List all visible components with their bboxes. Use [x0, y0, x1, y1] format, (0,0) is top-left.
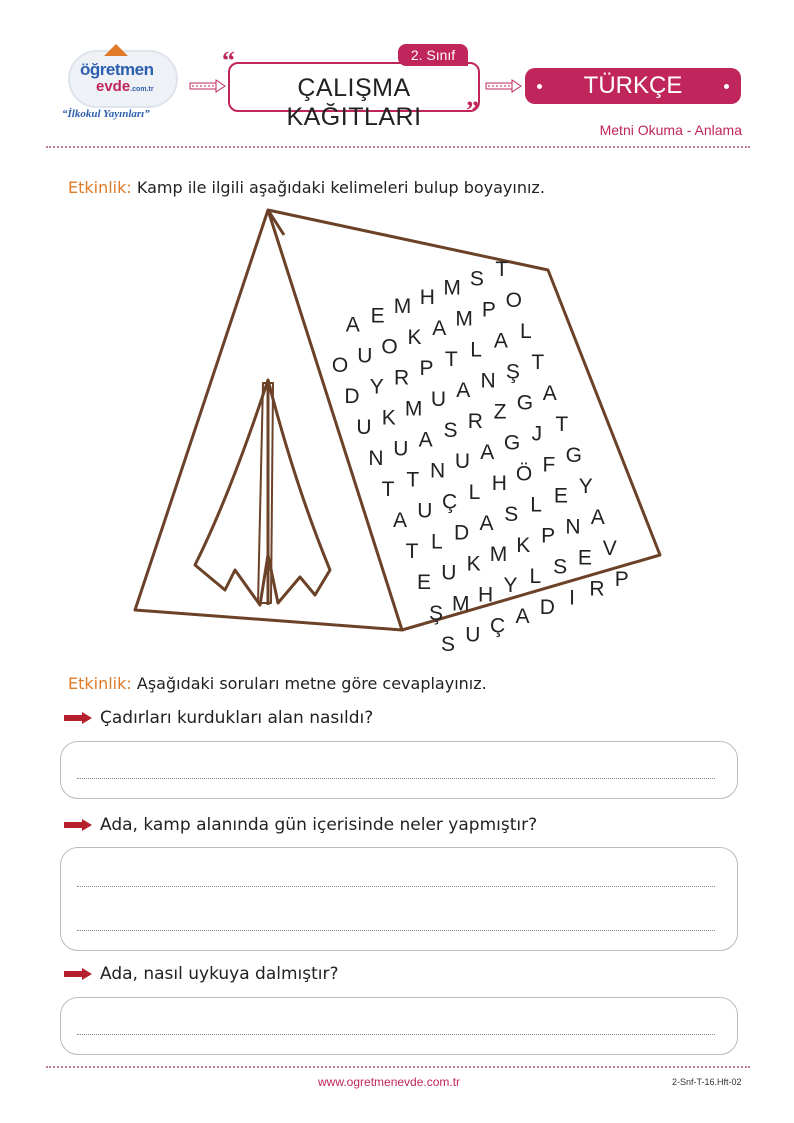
- grid-letter[interactable]: I: [569, 586, 576, 610]
- grid-letter[interactable]: G: [503, 431, 521, 455]
- grid-letter[interactable]: E: [416, 571, 432, 594]
- grid-letter[interactable]: T: [495, 258, 509, 281]
- arrow-right-icon: [190, 80, 226, 92]
- grid-letter[interactable]: U: [356, 416, 372, 439]
- grid-letter[interactable]: P: [541, 524, 556, 548]
- grid-letter[interactable]: H: [478, 583, 494, 607]
- answer-field-1[interactable]: [60, 741, 738, 799]
- unit-title: Metni Okuma - Anlama: [599, 122, 742, 138]
- grid-letter[interactable]: Y: [503, 574, 518, 598]
- question-3: [64, 964, 339, 984]
- answer-line: [77, 1034, 715, 1035]
- close-quote-icon: ”: [466, 96, 479, 125]
- activity-label: Etkinlik:: [68, 178, 132, 197]
- grid-letter[interactable]: Y: [578, 475, 593, 498]
- grid-letter[interactable]: H: [491, 471, 507, 495]
- grid-letter[interactable]: U: [357, 344, 373, 368]
- grid-letter[interactable]: A: [432, 316, 447, 340]
- grid-letter[interactable]: A: [479, 512, 494, 536]
- grid-letter[interactable]: U: [465, 623, 481, 647]
- grid-letter[interactable]: N: [480, 369, 496, 393]
- grid-letter[interactable]: A: [392, 509, 408, 532]
- grade-badge: 2. Sınıf: [398, 44, 468, 66]
- grid-letter[interactable]: D: [344, 385, 360, 408]
- grid-letter[interactable]: M: [452, 592, 470, 616]
- grid-letter[interactable]: L: [468, 481, 481, 505]
- grid-letter[interactable]: E: [370, 304, 385, 328]
- grid-letter[interactable]: G: [516, 391, 534, 415]
- grid-letter[interactable]: U: [441, 561, 457, 585]
- grid-letter[interactable]: U: [393, 437, 409, 461]
- tent-illustration: [130, 205, 670, 656]
- logo-top-text: öğretmen: [80, 60, 154, 79]
- grid-letter[interactable]: T: [406, 468, 420, 492]
- subject-badge: TÜRKÇE: [525, 68, 741, 104]
- grid-letter[interactable]: Ç: [442, 490, 458, 514]
- footer-url[interactable]: www.ogretmenevde.com.tr: [318, 1075, 461, 1089]
- bullet-icon: [537, 84, 542, 89]
- grid-letter[interactable]: L: [529, 564, 542, 588]
- arrow-right-icon: [64, 819, 94, 831]
- answer-field-3[interactable]: [60, 997, 738, 1055]
- grid-letter[interactable]: M: [455, 307, 473, 331]
- grid-letter[interactable]: R: [467, 409, 483, 433]
- grid-letter[interactable]: A: [345, 313, 360, 337]
- grid-letter[interactable]: Ö: [515, 462, 533, 486]
- question-text: Ada, nasıl uykuya dalmıştır?: [100, 964, 339, 984]
- grid-letter[interactable]: A: [456, 378, 471, 402]
- grid-letter[interactable]: R: [589, 577, 605, 601]
- grid-letter[interactable]: M: [443, 276, 461, 300]
- grid-letter[interactable]: J: [531, 422, 543, 446]
- grid-letter[interactable]: R: [394, 366, 410, 390]
- grid-letter[interactable]: G: [565, 444, 582, 467]
- grid-letter[interactable]: S: [443, 419, 458, 443]
- grid-letter[interactable]: E: [577, 546, 592, 570]
- grid-letter[interactable]: M: [489, 543, 508, 567]
- answer-line: [77, 930, 715, 931]
- answer-line: [77, 778, 715, 779]
- answer-field-2[interactable]: [60, 847, 738, 951]
- arrow-right-icon: [64, 968, 94, 980]
- activity-1-instruction: [68, 178, 545, 197]
- grid-letter[interactable]: U: [454, 450, 471, 474]
- grid-letter[interactable]: T: [555, 413, 569, 436]
- bullet-icon: [724, 84, 729, 89]
- grid-letter[interactable]: U: [417, 499, 433, 523]
- page-title: ÇALIŞMA KAĞITLARI: [286, 74, 422, 131]
- grid-letter[interactable]: A: [493, 329, 508, 353]
- grid-letter[interactable]: M: [393, 295, 412, 319]
- question-1: [64, 708, 373, 728]
- grid-letter[interactable]: Ş: [428, 602, 444, 625]
- word-search-grid: [332, 258, 629, 656]
- grid-letter[interactable]: S: [440, 633, 456, 656]
- grid-letter[interactable]: S: [504, 502, 519, 526]
- activity-text: Aşağıdaki soruları metne göre cevaplayınız.: [136, 674, 487, 693]
- grid-letter[interactable]: P: [419, 357, 434, 381]
- logo-bottom-text: evde.com.tr: [96, 78, 154, 95]
- activity-label: Etkinlik:: [68, 674, 132, 693]
- grid-letter[interactable]: N: [430, 459, 446, 483]
- question-text: Çadırları kurdukları alan nasıldı?: [100, 708, 374, 728]
- grid-letter[interactable]: L: [470, 338, 482, 362]
- grid-letter[interactable]: D: [454, 521, 470, 545]
- grid-letter[interactable]: M: [404, 397, 423, 421]
- grid-letter[interactable]: L: [430, 530, 443, 554]
- question-2: [64, 815, 537, 835]
- grid-letter[interactable]: A: [542, 382, 557, 405]
- grid-letter[interactable]: E: [553, 484, 568, 508]
- grid-letter[interactable]: N: [368, 447, 384, 470]
- answer-line: [77, 886, 715, 887]
- activity-text: Kamp ile ilgili aşağıdaki kelimeleri bulup boyayınız.: [136, 178, 545, 197]
- grid-letter[interactable]: K: [381, 406, 396, 430]
- header-divider: [46, 146, 750, 148]
- grid-letter[interactable]: L: [530, 493, 542, 517]
- grid-letter[interactable]: S: [553, 555, 568, 579]
- grid-letter[interactable]: Ç: [490, 614, 506, 638]
- grid-letter[interactable]: O: [381, 335, 398, 359]
- grid-letter[interactable]: D: [539, 595, 555, 619]
- grid-letter[interactable]: Ş: [505, 360, 520, 384]
- grid-letter[interactable]: A: [418, 428, 433, 452]
- grid-letter[interactable]: L: [519, 320, 532, 343]
- grid-letter[interactable]: T: [405, 540, 419, 563]
- activity-2-instruction: [68, 674, 487, 693]
- grid-letter[interactable]: Y: [369, 375, 384, 399]
- grid-letter[interactable]: T: [444, 347, 458, 371]
- publisher-logo: [58, 42, 188, 132]
- house-icon: [104, 44, 128, 56]
- grid-letter[interactable]: N: [565, 515, 581, 539]
- grid-letter[interactable]: P: [614, 568, 629, 591]
- footer-code: 2-Snf-T-16.Hft-02: [672, 1077, 742, 1087]
- question-text: Ada, kamp alanında gün içerisinde neler yapmıştır?: [100, 815, 538, 835]
- logo-tagline: “İlkokul Yayınları”: [62, 108, 150, 120]
- grid-letter[interactable]: K: [466, 552, 481, 576]
- arrow-right-icon: [486, 80, 522, 92]
- grid-letter[interactable]: P: [481, 298, 496, 322]
- grid-letter[interactable]: K: [407, 326, 422, 350]
- footer-divider: [46, 1066, 750, 1068]
- open-quote-icon: “: [222, 46, 235, 75]
- grid-letter[interactable]: A: [590, 506, 605, 529]
- arrow-right-icon: [64, 712, 94, 724]
- grid-letter[interactable]: S: [469, 267, 484, 291]
- grid-letter[interactable]: T: [381, 478, 395, 501]
- grid-letter[interactable]: K: [516, 533, 531, 557]
- grid-letter[interactable]: O: [331, 354, 349, 377]
- grid-letter[interactable]: A: [480, 440, 495, 464]
- grid-letter[interactable]: O: [505, 289, 522, 312]
- grid-letter[interactable]: A: [515, 605, 530, 629]
- grid-letter[interactable]: T: [531, 351, 545, 374]
- grid-letter[interactable]: H: [419, 285, 435, 309]
- grid-letter[interactable]: Z: [493, 400, 507, 424]
- grid-letter[interactable]: U: [430, 388, 447, 412]
- grid-letter[interactable]: V: [602, 537, 617, 560]
- grid-letter[interactable]: F: [542, 453, 556, 477]
